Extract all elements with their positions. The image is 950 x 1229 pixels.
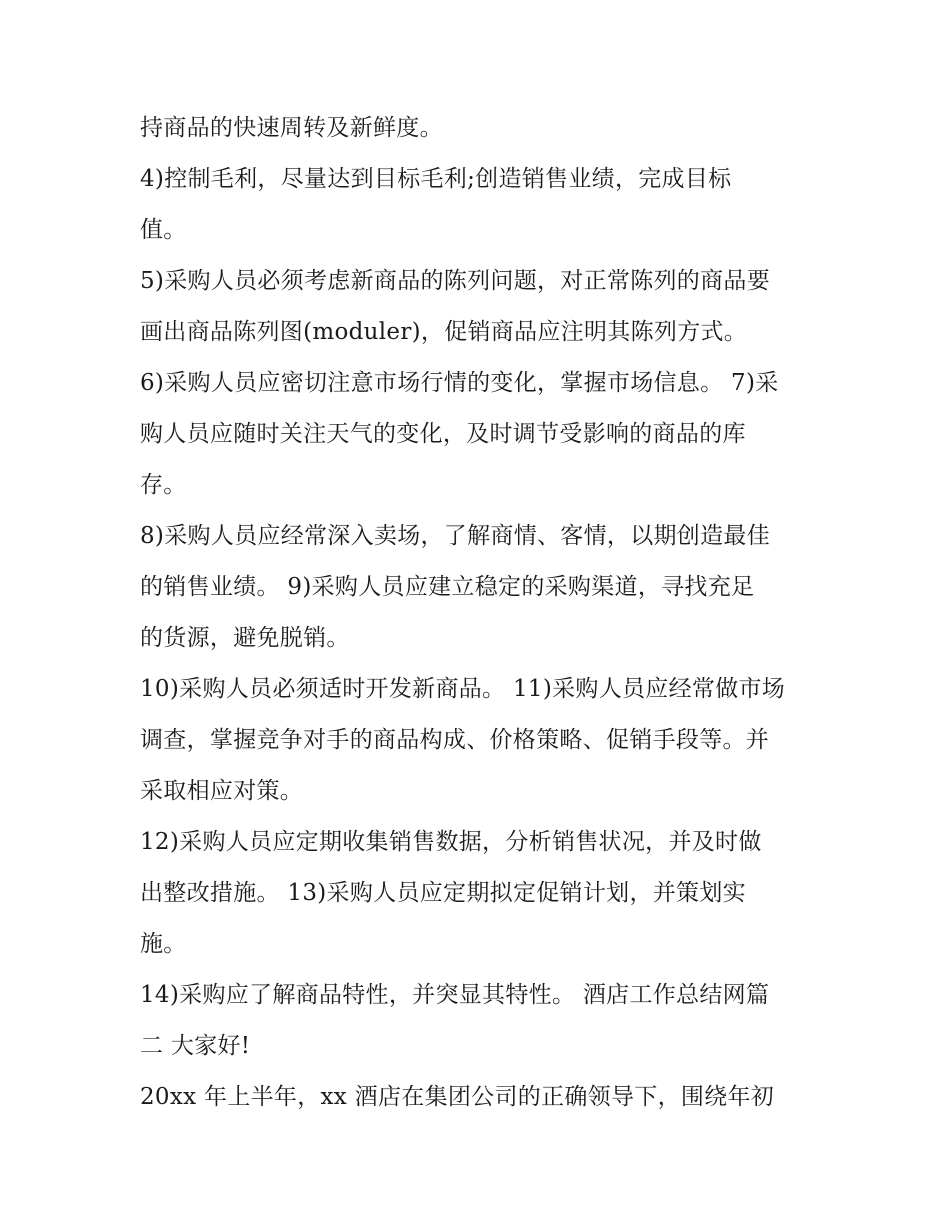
text-line: 10)采购人员必须适时开发新商品。 11)采购人员应经常做市场 [140, 676, 786, 702]
text-line: 14)采购应了解商品特性，并突显其特性。 酒店工作总结网篇 [140, 982, 770, 1008]
text-line: 的货源，避免脱销。 [140, 625, 350, 651]
text-line: 调查，掌握竞争对手的商品构成、价格策略、促销手段等。并 [140, 727, 770, 753]
text-line: 值。 [140, 217, 187, 243]
text-line: 5)采购人员必须考虑新商品的陈列问题，对正常陈列的商品要 [140, 268, 771, 294]
text-line: 存。 [140, 472, 187, 498]
text-line: 的销售业绩。 9)采购人员应建立稳定的采购渠道，寻找充足 [140, 574, 755, 600]
text-line: 购人员应随时关注天气的变化，及时调节受影响的商品的库 [140, 421, 746, 447]
text-line: 画出商品陈列图(moduler)，促销商品应注明其陈列方式。 [140, 319, 748, 345]
text-line: 施。 [140, 931, 187, 957]
text-line: 4)控制毛利，尽量达到目标毛利;创造销售业绩，完成目标 [140, 166, 732, 192]
text-line: 20xx 年上半年，xx 酒店在集团公司的正确领导下，围绕年初 [140, 1084, 775, 1110]
text-line: 6)采购人员应密切注意市场行情的变化，掌握市场信息。 7)采 [140, 370, 779, 396]
text-line: 持商品的快速周转及新鲜度。 [140, 115, 443, 141]
document-body [140, 108, 830, 1128]
text-line: 8)采购人员应经常深入卖场，了解商情、客情，以期创造最佳 [140, 523, 771, 549]
text-line: 出整改措施。 13)采购人员应定期拟定促销计划，并策划实 [140, 880, 746, 906]
text-line: 12)采购人员应定期收集销售数据，分析销售状况，并及时做 [140, 829, 762, 855]
text-line: 二 大家好! [140, 1033, 251, 1059]
text-line: 采取相应对策。 [140, 778, 304, 804]
